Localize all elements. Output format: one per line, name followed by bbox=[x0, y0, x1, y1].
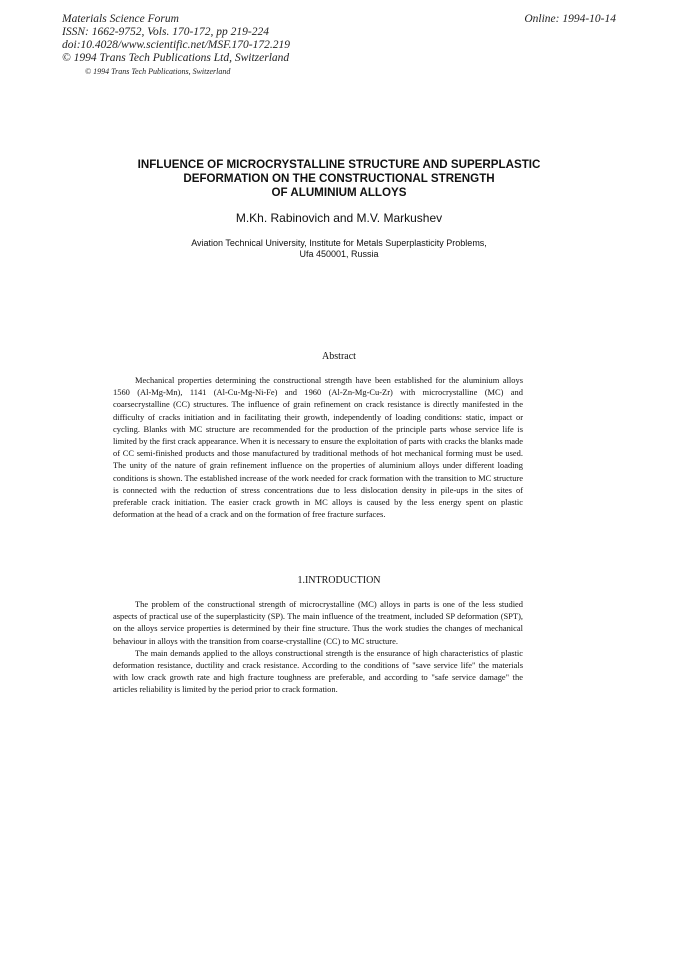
affiliation-line-1: Aviation Technical University, Institute for Metals Superplasticity Problems, bbox=[191, 238, 487, 248]
online-date: Online: 1994-10-14 bbox=[524, 13, 616, 25]
publisher-copyright: © 1994 Trans Tech Publications Ltd, Switzerland bbox=[62, 52, 290, 64]
authors: M.Kh. Rabinovich and M.V. Markushev bbox=[235, 211, 443, 225]
journal-meta bbox=[62, 13, 290, 65]
title-line-2: DEFORMATION ON THE CONSTRUCTIONAL STRENGTH bbox=[183, 172, 495, 185]
intro-paragraph-2: The main demands applied to the alloys constructional strength is the ensurance of high characteristics of plastic deformation resistance, ductility and crack resistance. According to the conditions of "save service life" the materials with low crack growth rate and high fracture toughness are preferable, and according to "safe service damage" the articles reliability is limited by the period prior to crack formation. bbox=[113, 647, 523, 695]
abstract-paragraph: Mechanical properties determining the constructional strength have been established for the aluminium alloys 1560 (Al-Mg-Mn), 1141 (Al-Cu-Mg-Ni-Fe) and 1960 (Al-Zn-Mg-Cu-Zr) with microcrystalline (MC) and coarsecrystalline (CC) structures. The influence of grain refinement on crack resistance is directly manifested in the difficulty of cracks initiation and in facilitating their growth, independently of loading conditions: static, impact or cycling. Blanks with MC structure are recommended for the production of the principle parts whose service life is limited by the first crack appearance. When it is necessary to ensure the exploitation of parts with cracks the blanks made of CC semi-finished products and those manufactured by traditional methods of hot mechanical forming must be used. The unity of the nature of grain refinement influence on the properties of aluminium alloys under different loading conditions is shown. The established increase of the work needed for crack formation with the transition to MC structure is connected with the reduction of stress concentrations due to less dislocation density in pile-ups in the sites of preferable crack initiation. The easier crack growth in MC alloys is caused by the less energy spent on plastic deformation at the head of a crack and on the formation of free fracture surfaces. bbox=[113, 375, 523, 520]
journal-name: Materials Science Forum bbox=[62, 13, 179, 25]
title-line-3: OF ALUMINIUM ALLOYS bbox=[271, 186, 407, 199]
small-copyright: © 1994 Trans Tech Publications, Switzerland bbox=[85, 67, 231, 76]
affiliation-line-2: Ufa 450001, Russia bbox=[299, 249, 379, 259]
affiliation bbox=[60, 238, 618, 260]
abstract-body bbox=[113, 374, 523, 520]
introduction-body bbox=[113, 598, 523, 696]
title-line-1: INFLUENCE OF MICROCRYSTALLINE STRUCTURE AND SUPERPLASTIC bbox=[137, 158, 541, 171]
doi-line: doi:10.4028/www.scientific.net/MSF.170-172.219 bbox=[62, 39, 290, 51]
issn-line: ISSN: 1662-9752, Vols. 170-172, pp 219-224 bbox=[62, 26, 269, 38]
abstract-heading: Abstract bbox=[322, 351, 356, 362]
introduction-heading: 1.INTRODUCTION bbox=[297, 575, 381, 586]
paper-title bbox=[60, 158, 618, 200]
intro-paragraph-1: The problem of the constructional strength of microcrystalline (MC) alloys in parts is one of the less studied aspects of practical use of the superplasticity (SP). The main influence of the treatment, included SP deformation (SPT), on the alloys service properties is determined by their fine structure. Thus the work studies the changes of mechanical behaviour in alloys with the transition from coarse-crystalline (CC) to MC structure. bbox=[113, 599, 523, 646]
